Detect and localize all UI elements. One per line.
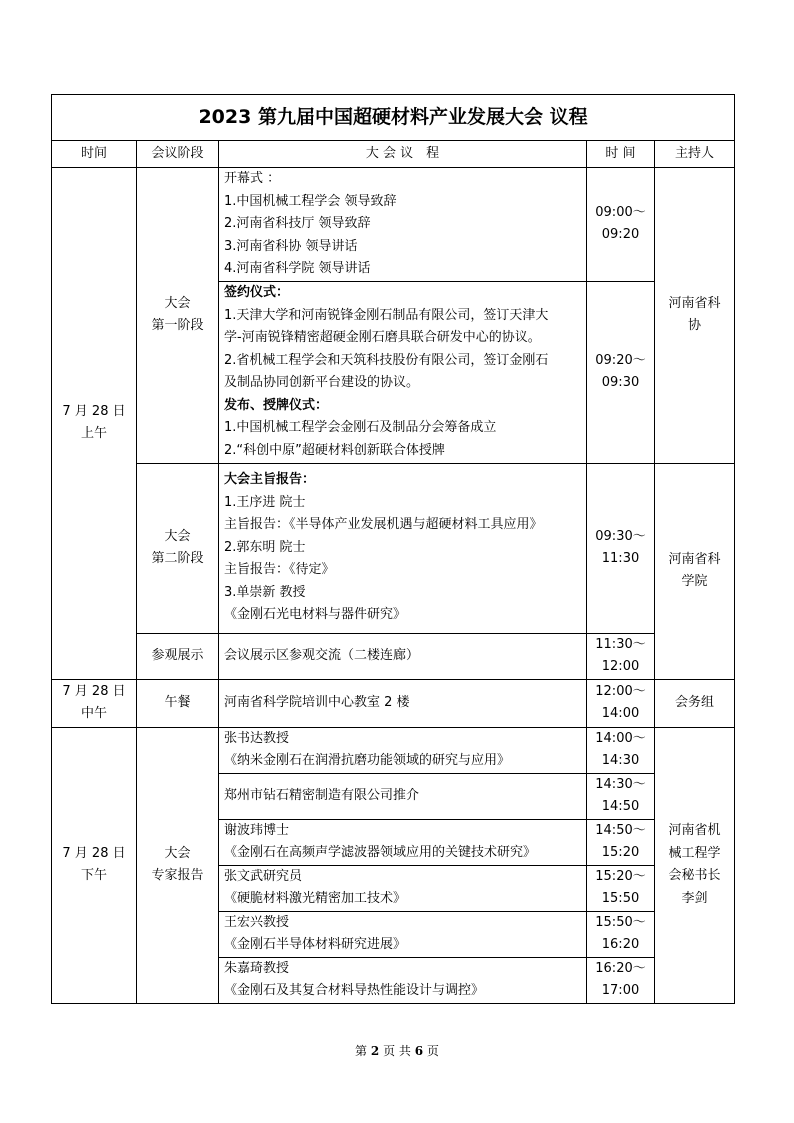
noon-time-cell: 12:00～ 14:00 [587,679,655,727]
talk-time-cell: 14:50～ 15:20 [587,819,655,865]
stage1-cell: 大会 第一阶段 [137,168,219,464]
stage2-cell: 大会 第二阶段 [137,463,219,633]
document-title: 2023 第九届中国超硬材料产业发展大会 议程 [52,95,735,141]
header-agenda: 大 会 议 程 [219,141,587,168]
page-total: 6 [414,1044,424,1058]
host1-cell: 河南省科 协 [655,168,735,464]
opening-time-cell: 09:00～ 09:20 [587,168,655,282]
talk-cell: 张文武研究员 《硬脆材料激光精密加工技术》 [219,865,587,911]
afternoon-date-cell: 7 月 28 日 下午 [52,727,137,1003]
talk-cell: 郑州市钻石精密制造有限公司推介 [219,773,587,819]
header-stage: 会议阶段 [137,141,219,168]
talk-time-cell: 15:20～ 15:50 [587,865,655,911]
header-host: 主持人 [655,141,735,168]
table-row [52,633,735,679]
talk-time-cell: 16:20～ 17:00 [587,957,655,1003]
keynote-cell: 大会主旨报告： 1.王序进 院士 主旨报告：《半导体产业发展机遇与超硬材料工具应用》 2.郭东明 院士 主旨报告：《待定》 3.单崇新 教授 《金刚石光电材料与器件研究》 [219,463,587,633]
talk-time-cell: 14:30～ 14:50 [587,773,655,819]
talk-time-cell: 15:50～ 16:20 [587,911,655,957]
opening-ceremony-cell: 开幕式 ： 1.中国机械工程学会 领导致辞 2.河南省科技厅 领导致辞 3.河南省科协 领导讲话 4.河南省科学院 领导讲话 [219,168,587,282]
table-header-row [52,141,735,168]
morning-date-cell: 7 月 28 日 上午 [52,168,137,680]
host2-cell: 河南省科 学院 [655,463,735,679]
header-time: 时间 [52,141,137,168]
talk-cell: 张书达教授 《纳米金刚石在润滑抗磨功能领域的研究与应用》 [219,727,587,773]
noon-date-cell: 7 月 28 日 中午 [52,679,137,727]
talk-time-cell: 14:00～ 14:30 [587,727,655,773]
talk-cell: 王宏兴教授 《金刚石半导体材料研究进展》 [219,911,587,957]
page-number: 2 [370,1044,380,1058]
noon-text-cell: 河南省科学院培训中心教室 2 楼 [219,679,587,727]
signing-ceremony-cell: 签约仪式： 1.天津大学和河南锐锋金刚石制品有限公司，签订天津大 学-河南锐锋精密超硬金刚石磨具联合研发中心的协议。 2.省机械工程学会和天筑科技股份有限公司，签订金刚石 及制品协同创新平台建设的协议。 发布、授牌仪式： 1.中国机械工程学会金刚石及制品分会筹备成立 2.“科创中原”超硬材料创新联合体授牌 [219,281,587,463]
agenda-table [51,94,735,1004]
afternoon-stage-cell: 大会 专家报告 [137,727,219,1003]
page-footer: 第 2 页 共 6 页 [355,1044,439,1058]
table-row [52,727,735,773]
table-row [52,168,735,282]
talk-cell: 朱嘉琦教授 《金刚石及其复合材料导热性能设计与调控》 [219,957,587,1003]
table-row [52,679,735,727]
signing-time-cell: 09:20～ 09:30 [587,281,655,463]
header-clock: 时 间 [587,141,655,168]
afternoon-host-cell: 河南省机 械工程学 会秘书长 李剑 [655,727,735,1003]
talk-cell: 谢波玮博士 《金刚石在高频声学滤波器领域应用的关键技术研究》 [219,819,587,865]
noon-stage-cell: 午餐 [137,679,219,727]
visit-time-cell: 11:30～ 12:00 [587,633,655,679]
noon-host-cell: 会务组 [655,679,735,727]
visit-text-cell: 会议展示区参观交流（二楼连廊） [219,633,587,679]
visit-stage-cell: 参观展示 [137,633,219,679]
table-row [52,463,735,633]
keynote-time-cell: 09:30～ 11:30 [587,463,655,633]
